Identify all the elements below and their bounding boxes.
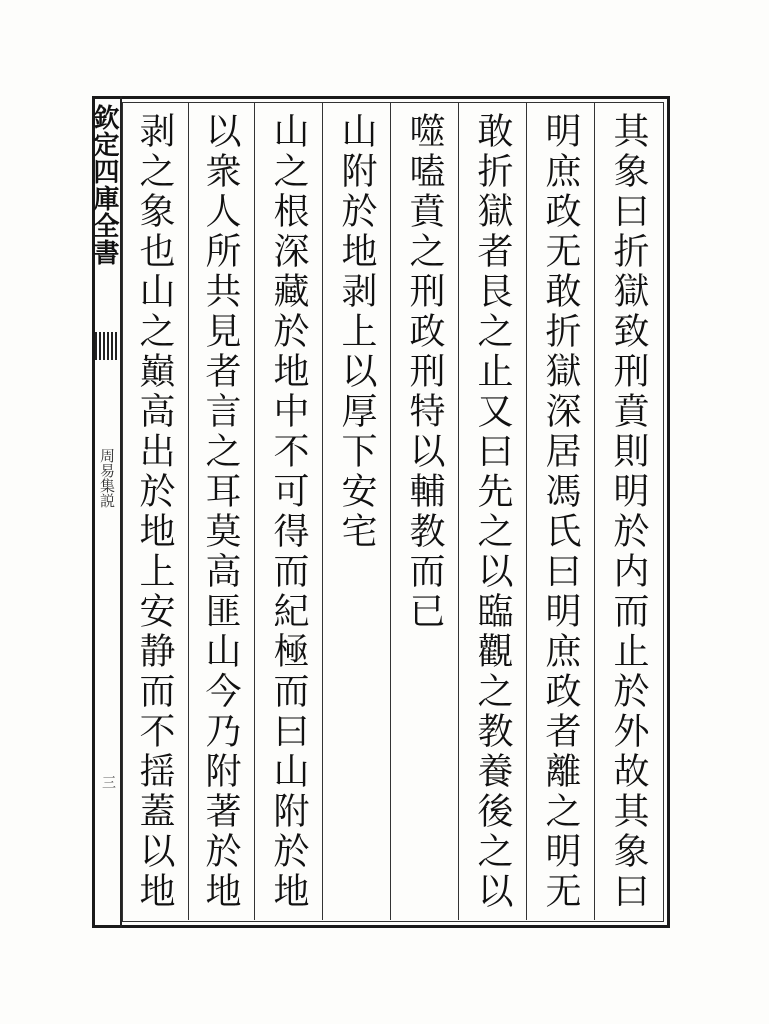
column-divider (254, 102, 255, 920)
column-divider (322, 102, 323, 920)
text-column-2: 明庶政无敢折獄深居馮氏曰明庶政者離之明无 (540, 112, 581, 912)
fishtail-mark (95, 332, 119, 360)
text-column-1: 其象曰折獄致刑賁則明於内而止於外故其象曰 (608, 112, 649, 912)
text-column-3: 敢折獄者艮之止又曰先之以臨觀之教養後之以 (472, 112, 513, 912)
text-column-6: 山之根深藏於地中不可得而紀極而曰山附於地 (268, 112, 309, 912)
column-divider (458, 102, 459, 920)
text-column-4: 噬嗑賁之刑政刑特以輔教而已 (404, 112, 445, 632)
column-divider (594, 102, 595, 920)
text-column-7: 以衆人所共見者言之耳莫高匪山今乃附著於地 (200, 112, 241, 912)
column-divider (390, 102, 391, 920)
page-number: 三 (100, 775, 116, 789)
collection-title: 欽定四庫全書 (89, 104, 119, 266)
book-title: 周易集説 (98, 448, 116, 508)
text-column-5: 山附於地剥上以厚下安宅 (336, 112, 377, 552)
column-divider (526, 102, 527, 920)
column-divider (188, 102, 189, 920)
text-column-8: 剥之象也山之巔高出於地上安静而不揺蓋以地 (134, 112, 175, 912)
